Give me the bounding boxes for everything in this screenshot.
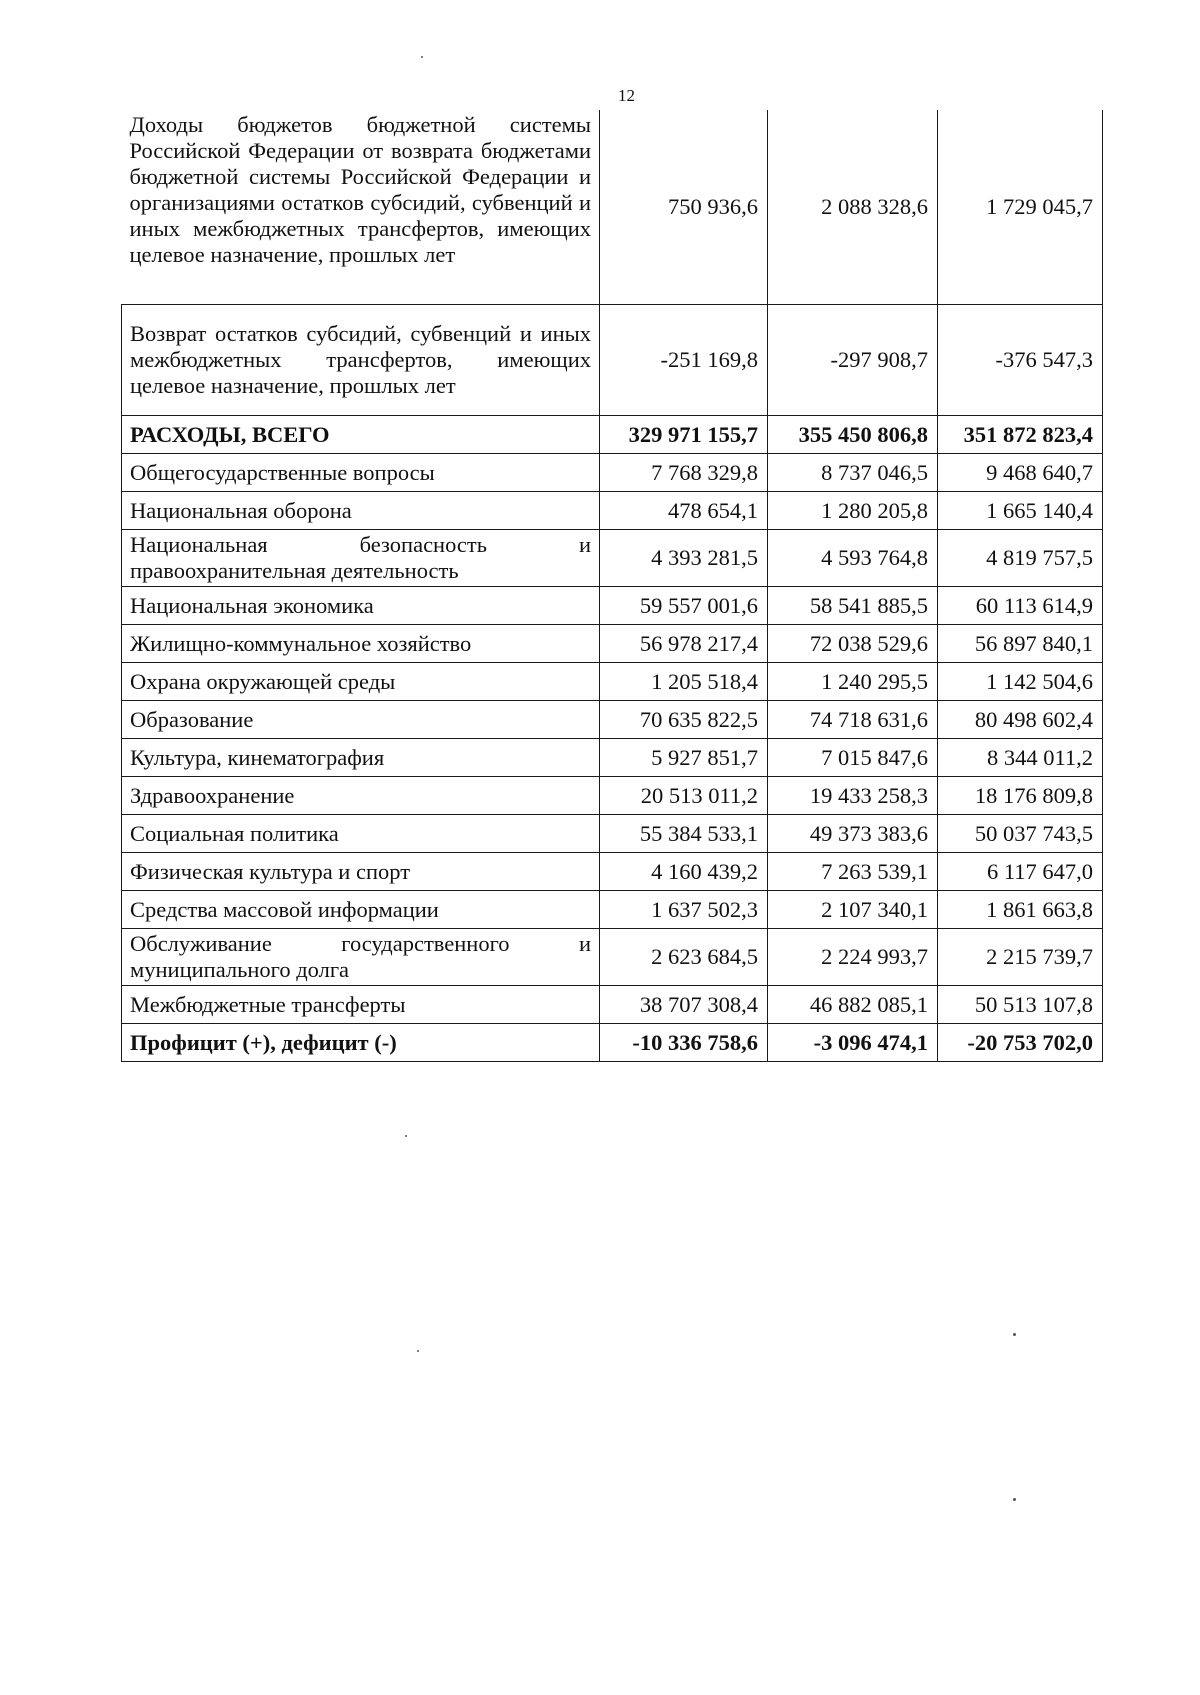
- value-cell-2: 2 107 340,1: [768, 891, 938, 929]
- value-cell-3: 1 665 140,4: [938, 492, 1103, 530]
- row-label: РАСХОДЫ, ВСЕГО: [122, 416, 600, 454]
- table-row: [122, 1024, 1103, 1062]
- value-cell-3: 50 513 107,8: [938, 986, 1103, 1024]
- value-cell-2: 7 263 539,1: [768, 853, 938, 891]
- value-cell-1: 70 635 822,5: [600, 701, 768, 739]
- table-row: [122, 305, 1103, 416]
- row-label: Жилищно-коммунальное хозяйство: [122, 625, 600, 663]
- value-cell-1: 478 654,1: [600, 492, 768, 530]
- value-cell-2: 2 088 328,6: [768, 110, 938, 305]
- value-cell-3: 2 215 739,7: [938, 929, 1103, 986]
- value-cell-1: 5 927 851,7: [600, 739, 768, 777]
- table-row: [122, 454, 1103, 492]
- value-cell-2: 72 038 529,6: [768, 625, 938, 663]
- table-row: [122, 587, 1103, 625]
- value-cell-3: 4 819 757,5: [938, 530, 1103, 587]
- table-row: [122, 891, 1103, 929]
- value-cell-2: -3 096 474,1: [768, 1024, 938, 1062]
- value-cell-1: -251 169,8: [600, 305, 768, 416]
- value-cell-1: 38 707 308,4: [600, 986, 768, 1024]
- scan-speck: [405, 1135, 407, 1137]
- value-cell-3: 1 861 663,8: [938, 891, 1103, 929]
- row-label: Национальная экономика: [122, 587, 600, 625]
- value-cell-1: 56 978 217,4: [600, 625, 768, 663]
- value-cell-3: 18 176 809,8: [938, 777, 1103, 815]
- page-number: 12: [618, 86, 635, 105]
- row-label: Общегосударственные вопросы: [122, 454, 600, 492]
- row-label: Образование: [122, 701, 600, 739]
- value-cell-1: 20 513 011,2: [600, 777, 768, 815]
- row-label: Физическая культура и спорт: [122, 853, 600, 891]
- value-cell-2: 2 224 993,7: [768, 929, 938, 986]
- value-cell-3: 56 897 840,1: [938, 625, 1103, 663]
- table-row: [122, 929, 1103, 986]
- value-cell-1: 329 971 155,7: [600, 416, 768, 454]
- row-label: Здравоохранение: [122, 777, 600, 815]
- value-cell-3: 50 037 743,5: [938, 815, 1103, 853]
- value-cell-3: 8 344 011,2: [938, 739, 1103, 777]
- value-cell-1: 1 637 502,3: [600, 891, 768, 929]
- row-label: Социальная политика: [122, 815, 600, 853]
- value-cell-2: -297 908,7: [768, 305, 938, 416]
- row-label: Межбюджетные трансферты: [122, 986, 600, 1024]
- scan-speck: [1013, 1498, 1016, 1501]
- value-cell-1: 4 393 281,5: [600, 530, 768, 587]
- value-cell-1: 4 160 439,2: [600, 853, 768, 891]
- value-cell-1: 55 384 533,1: [600, 815, 768, 853]
- value-cell-2: 49 373 383,6: [768, 815, 938, 853]
- row-label: Культура, кинематография: [122, 739, 600, 777]
- table-row: [122, 739, 1103, 777]
- scan-speck: [417, 1350, 419, 1352]
- row-label: Охрана окружающей среды: [122, 663, 600, 701]
- value-cell-2: 74 718 631,6: [768, 701, 938, 739]
- table-row: [122, 625, 1103, 663]
- value-cell-2: 1 280 205,8: [768, 492, 938, 530]
- table-row: [122, 815, 1103, 853]
- row-label: Доходы бюджетов бюджетной системы Российской Федерации от возврата бюджетами бюджетной системы Российской Федерации и организациями остатков субсидий, субвенций и иных межбюджетных трансфертов, имеющих целевое назначение, прошлых лет: [122, 110, 600, 305]
- value-cell-1: 2 623 684,5: [600, 929, 768, 986]
- row-label: Профицит (+), дефицит (-): [122, 1024, 600, 1062]
- value-cell-2: 1 240 295,5: [768, 663, 938, 701]
- value-cell-1: 1 205 518,4: [600, 663, 768, 701]
- table-row: [122, 110, 1103, 305]
- value-cell-3: -376 547,3: [938, 305, 1103, 416]
- value-cell-1: 750 936,6: [600, 110, 768, 305]
- table-row: [122, 416, 1103, 454]
- row-label: Национальная безопасность и правоохранительная деятельность: [122, 530, 600, 587]
- table-row: [122, 492, 1103, 530]
- value-cell-2: 355 450 806,8: [768, 416, 938, 454]
- table-row: [122, 986, 1103, 1024]
- value-cell-3: 80 498 602,4: [938, 701, 1103, 739]
- value-cell-1: 59 557 001,6: [600, 587, 768, 625]
- value-cell-3: 351 872 823,4: [938, 416, 1103, 454]
- budget-table-body: [122, 110, 1103, 1062]
- value-cell-1: -10 336 758,6: [600, 1024, 768, 1062]
- value-cell-2: 7 015 847,6: [768, 739, 938, 777]
- table-row: [122, 777, 1103, 815]
- row-label: Обслуживание государственного и муниципального долга: [122, 929, 600, 986]
- value-cell-3: 6 117 647,0: [938, 853, 1103, 891]
- scan-speck: [1013, 1333, 1016, 1336]
- table-row: [122, 701, 1103, 739]
- table-row: [122, 853, 1103, 891]
- budget-table: [121, 110, 1103, 1062]
- value-cell-3: 1 142 504,6: [938, 663, 1103, 701]
- value-cell-3: 1 729 045,7: [938, 110, 1103, 305]
- value-cell-2: 8 737 046,5: [768, 454, 938, 492]
- value-cell-2: 19 433 258,3: [768, 777, 938, 815]
- scan-speck: [421, 56, 423, 58]
- table-row: [122, 663, 1103, 701]
- value-cell-3: -20 753 702,0: [938, 1024, 1103, 1062]
- value-cell-3: 9 468 640,7: [938, 454, 1103, 492]
- value-cell-2: 58 541 885,5: [768, 587, 938, 625]
- value-cell-3: 60 113 614,9: [938, 587, 1103, 625]
- table-row: [122, 530, 1103, 587]
- row-label: Возврат остатков субсидий, субвенций и иных межбюджетных трансфертов, имеющих целевое назначение, прошлых лет: [122, 305, 600, 416]
- value-cell-2: 4 593 764,8: [768, 530, 938, 587]
- row-label: Национальная оборона: [122, 492, 600, 530]
- row-label: Средства массовой информации: [122, 891, 600, 929]
- value-cell-2: 46 882 085,1: [768, 986, 938, 1024]
- value-cell-1: 7 768 329,8: [600, 454, 768, 492]
